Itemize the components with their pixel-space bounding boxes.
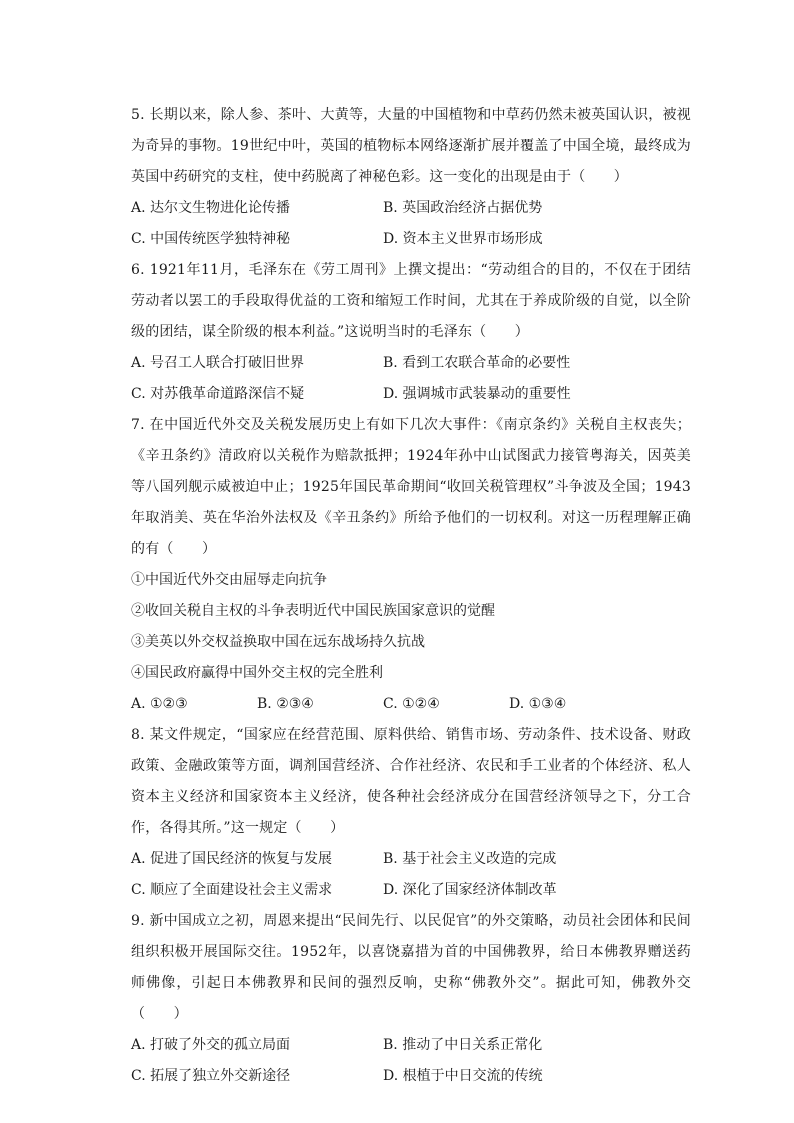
question-8 [131, 720, 691, 906]
question-9 [131, 906, 691, 1092]
question-9-stem: 9. 新中国成立之初，周恩来提出“民间先行、以民促官”的外交策略，动员社会团体和民间组织积极开展国际交往。1952年，以喜饶嘉措为首的中国佛教界，给日本佛教界赠送药师佛像，引起日本佛教界和民间的强烈反响，史称“佛教外交”。据此可知，佛教外交（ ） [131, 913, 691, 1022]
question-6-option-a[interactable]: A. 号召工人联合打破旧世界 [131, 355, 305, 371]
question-7-options [131, 689, 691, 720]
question-8-option-b[interactable]: B. 基于社会主义改造的完成 [383, 851, 557, 867]
question-9-option-b[interactable]: B. 推动了中日关系正常化 [383, 1037, 543, 1053]
question-9-options [131, 1030, 691, 1092]
question-5-option-c[interactable]: C. 中国传统医学独特神秘 [131, 231, 291, 247]
question-7-statement-2: ②收回关税自主权的斗争表明近代中国民族国家意识的觉醒 [131, 603, 495, 619]
question-5 [131, 100, 691, 255]
question-7-stem: 7. 在中国近代外交及关税发展历史上有如下几次大事件：《南京条约》关税自主权丧失；《辛丑条约》清政府以关税作为赔款抵押；1924年孙中山试图武力接管粤海关，因英美等八国列舰示威被迫中止；1925年国民革命期间“收回关税管理权”斗争波及全国；1943年取消美、英在华治外法权及《辛丑条约》所给予他们的一切权利。对这一历程理解正确的有（ ） [131, 417, 691, 557]
question-6-option-d[interactable]: D. 强调城市武装暴动的重要性 [383, 386, 571, 402]
question-5-option-d[interactable]: D. 资本主义世界市场形成 [383, 231, 543, 247]
question-7-statement-4: ④国民政府赢得中国外交主权的完全胜利 [131, 665, 383, 681]
question-6 [131, 255, 691, 410]
question-7-option-c[interactable]: C. ①②④ [383, 696, 440, 712]
question-6-stem: 6. 1921年11月，毛泽东在《劳工周刊》上撰文提出：“劳动组合的目的，不仅在于团结劳动者以罢工的手段取得优益的工资和缩短工作时间，尤其在于养成阶级的自觉，以全阶级的团结，谋全阶级的根本利益。”这说明当时的毛泽东（ ） [131, 262, 691, 340]
question-6-option-c[interactable]: C. 对苏俄革命道路深信不疑 [131, 386, 305, 402]
question-8-option-a[interactable]: A. 促进了国民经济的恢复与发展 [131, 851, 333, 867]
question-8-stem: 8. 某文件规定，“国家应在经营范围、原料供给、销售市场、劳动条件、技术设备、财政政策、金融政策等方面，调剂国营经济、合作社经济、农民和手工业者的个体经济、私人资本主义经济和国家资本主义经济，使各种社会经济成分在国营经济领导之下，分工合作，各得其所。”这一规定（ ） [131, 727, 691, 836]
question-6-options [131, 348, 691, 410]
question-8-option-c[interactable]: C. 顺应了全面建设社会主义需求 [131, 882, 333, 898]
question-9-option-c[interactable]: C. 拓展了独立外交新途径 [131, 1068, 291, 1084]
question-7-statement-1: ①中国近代外交由屈辱走向抗争 [131, 572, 327, 588]
question-7 [131, 410, 691, 720]
question-5-options [131, 193, 691, 255]
question-7-statement-3: ③美英以外交权益换取中国在远东战场持久抗战 [131, 634, 425, 650]
question-8-option-d[interactable]: D. 深化了国家经济体制改革 [383, 882, 557, 898]
question-8-options [131, 844, 691, 906]
question-9-option-a[interactable]: A. 打破了外交的孤立局面 [131, 1037, 291, 1053]
question-5-option-a[interactable]: A. 达尔文生物进化论传播 [131, 200, 291, 216]
question-7-option-d[interactable]: D. ①③④ [509, 696, 567, 712]
question-7-option-a[interactable]: A. ①②③ [131, 696, 188, 712]
question-7-option-b[interactable]: B. ②③④ [257, 696, 314, 712]
question-5-option-b[interactable]: B. 英国政治经济占据优势 [383, 200, 543, 216]
question-5-stem: 5. 长期以来，除人参、茶叶、大黄等，大量的中国植物和中草药仍然未被英国认识，被视为奇异的事物。19世纪中叶，英国的植物标本网络逐渐扩展并覆盖了中国全境，最终成为英国中药研究的支柱，使中药脱离了神秘色彩。这一变化的出现是由于（ ） [131, 107, 691, 185]
question-9-option-d[interactable]: D. 根植于中日交流的传统 [383, 1068, 543, 1084]
question-6-option-b[interactable]: B. 看到工农联合革命的必要性 [383, 355, 571, 371]
question-list [131, 100, 691, 1092]
